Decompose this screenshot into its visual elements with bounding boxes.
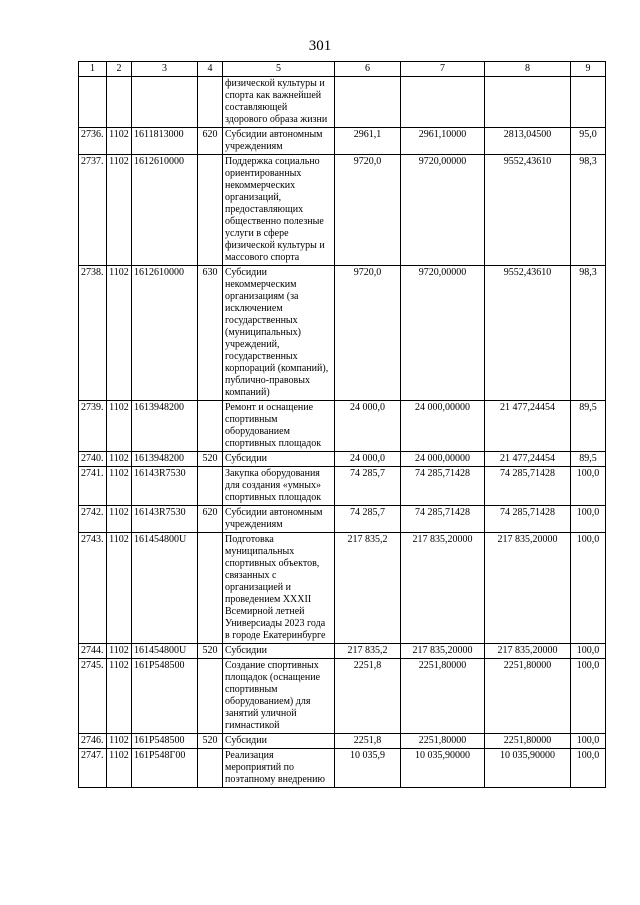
execution-percent: 100,0	[571, 734, 606, 749]
section-code: 1102	[107, 533, 132, 644]
target-article-code: 1611813000	[132, 128, 198, 155]
item-name: Субсидии	[223, 734, 335, 749]
planned-amount: 217 835,2	[335, 644, 401, 659]
planned-amount: 10 035,9	[335, 749, 401, 788]
item-name: Субсидии автономным учреждениям	[223, 128, 335, 155]
item-name: Ремонт и оснащение спортивным оборудованием спортивных площадок	[223, 401, 335, 452]
section-code: 1102	[107, 644, 132, 659]
table-row	[79, 734, 606, 749]
planned-amount: 2251,8	[335, 659, 401, 734]
approved-amount: 2961,10000	[401, 128, 485, 155]
planned-amount: 9720,0	[335, 155, 401, 266]
column-header: 2	[107, 62, 132, 77]
item-name: Субсидии некоммерческим организациям (за исключением государственных (муниципальных) учреждений, государственных корпораций (компаний), публично-правовых компаний)	[223, 266, 335, 401]
execution-percent: 95,0	[571, 128, 606, 155]
expense-type-code	[198, 401, 223, 452]
approved-amount: 2251,80000	[401, 659, 485, 734]
execution-percent: 98,3	[571, 266, 606, 401]
approved-amount: 74 285,71428	[401, 467, 485, 506]
target-article-code: 161P548Г00	[132, 749, 198, 788]
table-row	[79, 659, 606, 734]
executed-amount: 74 285,71428	[485, 467, 571, 506]
expense-type-code	[198, 467, 223, 506]
execution-percent: 100,0	[571, 506, 606, 533]
table-row	[79, 644, 606, 659]
approved-amount: 217 835,20000	[401, 644, 485, 659]
column-header: 1	[79, 62, 107, 77]
table-row	[79, 401, 606, 452]
row-number: 2738.	[79, 266, 107, 401]
executed-amount: 74 285,71428	[485, 506, 571, 533]
column-header: 7	[401, 62, 485, 77]
table-row	[79, 749, 606, 788]
planned-amount: 24 000,0	[335, 452, 401, 467]
expense-type-code: 520	[198, 452, 223, 467]
column-header: 6	[335, 62, 401, 77]
expense-type-code	[198, 155, 223, 266]
item-name: Поддержка социально ориентированных некоммерческих организаций, предоставляющих общественно полезные услуги в сфере физической культуры и массового спорта	[223, 155, 335, 266]
approved-amount: 24 000,00000	[401, 401, 485, 452]
budget-table	[78, 61, 606, 788]
row-number: 2740.	[79, 452, 107, 467]
executed-amount: 9552,43610	[485, 155, 571, 266]
table-body	[79, 77, 606, 788]
item-name: Субсидии	[223, 452, 335, 467]
executed-amount: 10 035,90000	[485, 749, 571, 788]
approved-amount: 24 000,00000	[401, 452, 485, 467]
approved-amount: 9720,00000	[401, 155, 485, 266]
section-code	[107, 77, 132, 128]
approved-amount: 10 035,90000	[401, 749, 485, 788]
execution-percent: 89,5	[571, 401, 606, 452]
row-number: 2747.	[79, 749, 107, 788]
planned-amount: 2961,1	[335, 128, 401, 155]
execution-percent: 100,0	[571, 644, 606, 659]
row-number: 2737.	[79, 155, 107, 266]
section-code: 1102	[107, 467, 132, 506]
target-article-code: 1612610000	[132, 266, 198, 401]
item-name: Субсидии автономным учреждениям	[223, 506, 335, 533]
item-name: Реализация мероприятий по поэтапному внедрению	[223, 749, 335, 788]
row-number: 2746.	[79, 734, 107, 749]
planned-amount: 74 285,7	[335, 467, 401, 506]
planned-amount: 74 285,7	[335, 506, 401, 533]
column-header: 8	[485, 62, 571, 77]
table-row	[79, 533, 606, 644]
column-header: 5	[223, 62, 335, 77]
expense-type-code: 620	[198, 506, 223, 533]
row-number: 2736.	[79, 128, 107, 155]
approved-amount: 74 285,71428	[401, 506, 485, 533]
expense-type-code	[198, 533, 223, 644]
row-number: 2745.	[79, 659, 107, 734]
target-article-code	[132, 77, 198, 128]
expense-type-code	[198, 749, 223, 788]
row-number: 2739.	[79, 401, 107, 452]
section-code: 1102	[107, 401, 132, 452]
item-name: Субсидии	[223, 644, 335, 659]
section-code: 1102	[107, 452, 132, 467]
table-row	[79, 128, 606, 155]
target-article-code: 161454800U	[132, 533, 198, 644]
approved-amount: 2251,80000	[401, 734, 485, 749]
executed-amount: 21 477,24454	[485, 452, 571, 467]
target-article-code: 16143R7530	[132, 506, 198, 533]
row-number: 2743.	[79, 533, 107, 644]
table-row	[79, 77, 606, 128]
executed-amount: 21 477,24454	[485, 401, 571, 452]
expense-type-code: 630	[198, 266, 223, 401]
page-number: 301	[308, 38, 332, 54]
header-row	[79, 62, 606, 77]
execution-percent	[571, 77, 606, 128]
row-number: 2741.	[79, 467, 107, 506]
execution-percent: 100,0	[571, 467, 606, 506]
target-article-code: 1612610000	[132, 155, 198, 266]
table-row	[79, 452, 606, 467]
executed-amount: 217 835,20000	[485, 533, 571, 644]
executed-amount: 2813,04500	[485, 128, 571, 155]
target-article-code: 1613948200	[132, 401, 198, 452]
section-code: 1102	[107, 266, 132, 401]
row-number: 2742.	[79, 506, 107, 533]
approved-amount	[401, 77, 485, 128]
executed-amount: 217 835,20000	[485, 644, 571, 659]
approved-amount: 9720,00000	[401, 266, 485, 401]
execution-percent: 100,0	[571, 659, 606, 734]
planned-amount	[335, 77, 401, 128]
section-code: 1102	[107, 749, 132, 788]
section-code: 1102	[107, 155, 132, 266]
expense-type-code: 620	[198, 128, 223, 155]
executed-amount	[485, 77, 571, 128]
executed-amount: 9552,43610	[485, 266, 571, 401]
target-article-code: 161P548500	[132, 659, 198, 734]
table-row	[79, 506, 606, 533]
target-article-code: 161454800U	[132, 644, 198, 659]
planned-amount: 217 835,2	[335, 533, 401, 644]
item-name: Создание спортивных площадок (оснащение спортивным оборудованием) для занятий уличной гимнастикой	[223, 659, 335, 734]
expense-type-code	[198, 77, 223, 128]
planned-amount: 2251,8	[335, 734, 401, 749]
section-code: 1102	[107, 128, 132, 155]
section-code: 1102	[107, 734, 132, 749]
item-name: Подготовка муниципальных спортивных объектов, связанных с организацией и проведением XXXII Всемирной летней Универсиады 2023 года в городе Екатеринбурге	[223, 533, 335, 644]
expense-type-code: 520	[198, 734, 223, 749]
column-header: 3	[132, 62, 198, 77]
section-code: 1102	[107, 659, 132, 734]
row-number	[79, 77, 107, 128]
table-row	[79, 155, 606, 266]
execution-percent: 100,0	[571, 533, 606, 644]
row-number: 2744.	[79, 644, 107, 659]
executed-amount: 2251,80000	[485, 659, 571, 734]
item-name: Закупка оборудования для создания «умных» спортивных площадок	[223, 467, 335, 506]
execution-percent: 89,5	[571, 452, 606, 467]
planned-amount: 9720,0	[335, 266, 401, 401]
table-row	[79, 266, 606, 401]
section-code: 1102	[107, 506, 132, 533]
target-article-code: 16143R7530	[132, 467, 198, 506]
approved-amount: 217 835,20000	[401, 533, 485, 644]
planned-amount: 24 000,0	[335, 401, 401, 452]
execution-percent: 100,0	[571, 749, 606, 788]
executed-amount: 2251,80000	[485, 734, 571, 749]
target-article-code: 1613948200	[132, 452, 198, 467]
expense-type-code: 520	[198, 644, 223, 659]
execution-percent: 98,3	[571, 155, 606, 266]
table-row	[79, 467, 606, 506]
expense-type-code	[198, 659, 223, 734]
item-name: физической культуры и спорта как важнейшей составляющей здорового образа жизни	[223, 77, 335, 128]
column-header: 4	[198, 62, 223, 77]
column-header: 9	[571, 62, 606, 77]
target-article-code: 161P548500	[132, 734, 198, 749]
